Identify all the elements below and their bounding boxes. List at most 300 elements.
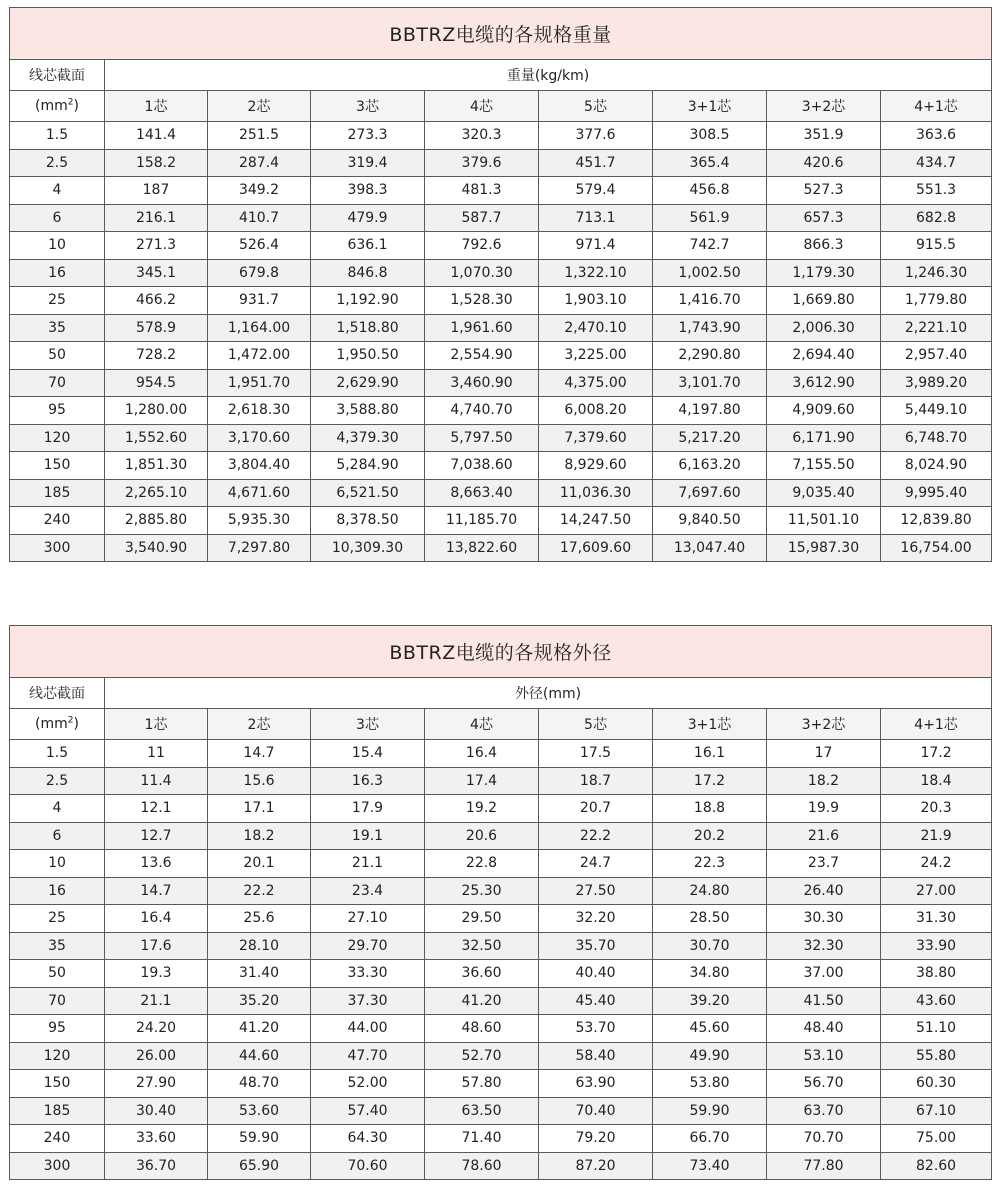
table-row (10, 960, 992, 988)
unit-header (10, 91, 105, 122)
value-cell: 2,957.40 (881, 342, 992, 370)
value-cell: 1,743.90 (653, 314, 767, 342)
value-cell: 2,221.10 (881, 314, 992, 342)
value-cell: 3,804.40 (208, 452, 311, 480)
value-cell: 21.1 (105, 987, 208, 1015)
table-row (10, 287, 992, 315)
value-cell: 24.80 (653, 877, 767, 905)
unit-header (10, 709, 105, 740)
value-cell: 410.7 (208, 204, 311, 232)
table-row (10, 767, 992, 795)
value-cell: 30.70 (653, 932, 767, 960)
section-size-cell: 16 (10, 877, 105, 905)
value-cell: 63.50 (425, 1097, 539, 1125)
value-cell: 971.4 (539, 232, 653, 260)
value-cell: 5,284.90 (311, 452, 425, 480)
value-cell: 1,903.10 (539, 287, 653, 315)
value-cell: 251.5 (208, 122, 311, 150)
value-cell: 481.3 (425, 177, 539, 205)
column-header: 3芯 (311, 91, 425, 122)
value-cell: 33.90 (881, 932, 992, 960)
value-cell: 1,164.00 (208, 314, 311, 342)
table-row (10, 479, 992, 507)
section-size-cell: 1.5 (10, 740, 105, 768)
value-cell: 456.8 (653, 177, 767, 205)
value-cell: 16.4 (105, 905, 208, 933)
value-cell: 66.70 (653, 1125, 767, 1153)
value-cell: 420.6 (767, 149, 881, 177)
value-cell: 70.40 (539, 1097, 653, 1125)
value-cell: 25.6 (208, 905, 311, 933)
table-row (10, 905, 992, 933)
value-cell: 3,588.80 (311, 397, 425, 425)
unit-suffix: ) (73, 98, 79, 114)
table-row (10, 932, 992, 960)
value-cell: 33.60 (105, 1125, 208, 1153)
value-cell: 578.9 (105, 314, 208, 342)
column-header: 4+1芯 (881, 91, 992, 122)
table-row (10, 1042, 992, 1070)
value-cell: 11,501.10 (767, 507, 881, 535)
value-cell: 28.10 (208, 932, 311, 960)
value-cell: 41.50 (767, 987, 881, 1015)
value-cell: 551.3 (881, 177, 992, 205)
value-cell: 1,950.50 (311, 342, 425, 370)
weight-table (9, 7, 992, 562)
value-cell: 6,008.20 (539, 397, 653, 425)
value-cell: 1,246.30 (881, 259, 992, 287)
value-cell: 55.80 (881, 1042, 992, 1070)
section-size-cell: 2.5 (10, 767, 105, 795)
section-size-cell: 25 (10, 905, 105, 933)
value-cell: 4,740.70 (425, 397, 539, 425)
value-cell: 527.3 (767, 177, 881, 205)
value-cell: 12,839.80 (881, 507, 992, 535)
unit-superscript: 2 (67, 97, 74, 108)
value-cell: 713.1 (539, 204, 653, 232)
value-cell: 11,036.30 (539, 479, 653, 507)
value-cell: 29.70 (311, 932, 425, 960)
value-cell: 53.10 (767, 1042, 881, 1070)
value-cell: 21.9 (881, 822, 992, 850)
value-cell: 5,797.50 (425, 424, 539, 452)
value-cell: 27.00 (881, 877, 992, 905)
value-cell: 2,006.30 (767, 314, 881, 342)
value-cell: 52.00 (311, 1070, 425, 1098)
table-row (10, 740, 992, 768)
column-header: 4+1芯 (881, 709, 992, 740)
section-size-cell: 50 (10, 960, 105, 988)
value-cell: 1,002.50 (653, 259, 767, 287)
value-cell: 14.7 (208, 740, 311, 768)
value-cell: 45.40 (539, 987, 653, 1015)
group-header: 外径(mm) (105, 678, 992, 709)
value-cell: 287.4 (208, 149, 311, 177)
value-cell: 52.70 (425, 1042, 539, 1070)
section-size-cell: 120 (10, 424, 105, 452)
value-cell: 466.2 (105, 287, 208, 315)
value-cell: 45.60 (653, 1015, 767, 1043)
value-cell: 17.2 (653, 767, 767, 795)
value-cell: 351.9 (767, 122, 881, 150)
value-cell: 14,247.50 (539, 507, 653, 535)
value-cell: 16,754.00 (881, 534, 992, 562)
value-cell: 5,449.10 (881, 397, 992, 425)
section-size-cell: 4 (10, 795, 105, 823)
unit-suffix: ) (73, 716, 79, 732)
value-cell: 7,697.60 (653, 479, 767, 507)
table-row (10, 122, 992, 150)
value-cell: 17.1 (208, 795, 311, 823)
section-size-cell: 6 (10, 204, 105, 232)
value-cell: 4,671.60 (208, 479, 311, 507)
value-cell: 451.7 (539, 149, 653, 177)
value-cell: 3,989.20 (881, 369, 992, 397)
value-cell: 27.10 (311, 905, 425, 933)
value-cell: 43.60 (881, 987, 992, 1015)
value-cell: 17.6 (105, 932, 208, 960)
column-header: 4芯 (425, 91, 539, 122)
value-cell: 4,909.60 (767, 397, 881, 425)
value-cell: 29.50 (425, 905, 539, 933)
value-cell: 1,518.80 (311, 314, 425, 342)
value-cell: 1,528.30 (425, 287, 539, 315)
value-cell: 6,521.50 (311, 479, 425, 507)
table-row (10, 177, 992, 205)
value-cell: 4,375.00 (539, 369, 653, 397)
value-cell: 1,179.30 (767, 259, 881, 287)
table-row (10, 342, 992, 370)
value-cell: 18.2 (208, 822, 311, 850)
value-cell: 47.70 (311, 1042, 425, 1070)
value-cell: 26.00 (105, 1042, 208, 1070)
value-cell: 3,460.90 (425, 369, 539, 397)
section-size-cell: 120 (10, 1042, 105, 1070)
value-cell: 67.10 (881, 1097, 992, 1125)
value-cell: 2,470.10 (539, 314, 653, 342)
column-header: 3+1芯 (653, 91, 767, 122)
value-cell: 56.70 (767, 1070, 881, 1098)
value-cell: 23.7 (767, 850, 881, 878)
value-cell: 19.3 (105, 960, 208, 988)
value-cell: 79.20 (539, 1125, 653, 1153)
value-cell: 22.2 (539, 822, 653, 850)
value-cell: 158.2 (105, 149, 208, 177)
value-cell: 1,552.60 (105, 424, 208, 452)
section-size-cell: 150 (10, 1070, 105, 1098)
value-cell: 21.1 (311, 850, 425, 878)
value-cell: 34.80 (653, 960, 767, 988)
value-cell: 1,416.70 (653, 287, 767, 315)
value-cell: 20.6 (425, 822, 539, 850)
value-cell: 8,024.90 (881, 452, 992, 480)
value-cell: 1,779.80 (881, 287, 992, 315)
section-size-cell: 25 (10, 287, 105, 315)
value-cell: 14.7 (105, 877, 208, 905)
section-size-cell: 70 (10, 369, 105, 397)
value-cell: 679.8 (208, 259, 311, 287)
value-cell: 187 (105, 177, 208, 205)
value-cell: 44.00 (311, 1015, 425, 1043)
value-cell: 36.60 (425, 960, 539, 988)
value-cell: 31.40 (208, 960, 311, 988)
value-cell: 1,192.90 (311, 287, 425, 315)
value-cell: 3,225.00 (539, 342, 653, 370)
section-size-cell: 240 (10, 507, 105, 535)
value-cell: 37.00 (767, 960, 881, 988)
value-cell: 22.8 (425, 850, 539, 878)
value-cell: 49.90 (653, 1042, 767, 1070)
value-cell: 587.7 (425, 204, 539, 232)
column-header: 1芯 (105, 91, 208, 122)
section-size-cell: 70 (10, 987, 105, 1015)
value-cell: 16.4 (425, 740, 539, 768)
value-cell: 3,612.90 (767, 369, 881, 397)
value-cell: 37.30 (311, 987, 425, 1015)
value-cell: 32.20 (539, 905, 653, 933)
value-cell: 1,070.30 (425, 259, 539, 287)
value-cell: 12.1 (105, 795, 208, 823)
value-cell: 15.6 (208, 767, 311, 795)
table-row (10, 369, 992, 397)
section-size-cell: 35 (10, 314, 105, 342)
value-cell: 39.20 (653, 987, 767, 1015)
column-header: 3+2芯 (767, 91, 881, 122)
value-cell: 5,935.30 (208, 507, 311, 535)
value-cell: 33.30 (311, 960, 425, 988)
table-row (10, 424, 992, 452)
value-cell: 51.10 (881, 1015, 992, 1043)
table-row (10, 987, 992, 1015)
table-title: BBTRZ电缆的各规格外径 (10, 626, 992, 678)
section-size-cell: 300 (10, 534, 105, 562)
value-cell: 65.90 (208, 1152, 311, 1180)
table-row (10, 1097, 992, 1125)
value-cell: 16.3 (311, 767, 425, 795)
value-cell: 40.40 (539, 960, 653, 988)
value-cell: 2,629.90 (311, 369, 425, 397)
value-cell: 349.2 (208, 177, 311, 205)
value-cell: 71.40 (425, 1125, 539, 1153)
table-row (10, 314, 992, 342)
value-cell: 78.60 (425, 1152, 539, 1180)
value-cell: 13,047.40 (653, 534, 767, 562)
table-title: BBTRZ电缆的各规格重量 (10, 8, 992, 60)
value-cell: 742.7 (653, 232, 767, 260)
diameter-table (9, 625, 992, 1180)
value-cell: 48.60 (425, 1015, 539, 1043)
column-header: 2芯 (208, 91, 311, 122)
diameter-table-container (9, 625, 991, 1180)
value-cell: 13.6 (105, 850, 208, 878)
value-cell: 30.30 (767, 905, 881, 933)
value-cell: 27.90 (105, 1070, 208, 1098)
value-cell: 63.70 (767, 1097, 881, 1125)
value-cell: 7,297.80 (208, 534, 311, 562)
column-header: 3+2芯 (767, 709, 881, 740)
value-cell: 2,885.80 (105, 507, 208, 535)
value-cell: 28.50 (653, 905, 767, 933)
value-cell: 434.7 (881, 149, 992, 177)
value-cell: 4,197.80 (653, 397, 767, 425)
value-cell: 59.90 (653, 1097, 767, 1125)
value-cell: 30.40 (105, 1097, 208, 1125)
value-cell: 792.6 (425, 232, 539, 260)
column-header: 2芯 (208, 709, 311, 740)
value-cell: 526.4 (208, 232, 311, 260)
value-cell: 64.30 (311, 1125, 425, 1153)
value-cell: 18.7 (539, 767, 653, 795)
value-cell: 561.9 (653, 204, 767, 232)
unit-prefix: (mm (35, 716, 68, 732)
value-cell: 954.5 (105, 369, 208, 397)
column-header: 1芯 (105, 709, 208, 740)
table-row (10, 795, 992, 823)
column-header: 3+1芯 (653, 709, 767, 740)
value-cell: 15,987.30 (767, 534, 881, 562)
value-cell: 22.2 (208, 877, 311, 905)
table-row (10, 507, 992, 535)
value-cell: 19.2 (425, 795, 539, 823)
value-cell: 22.3 (653, 850, 767, 878)
value-cell: 70.60 (311, 1152, 425, 1180)
table-row (10, 232, 992, 260)
value-cell: 6,171.90 (767, 424, 881, 452)
section-size-cell: 1.5 (10, 122, 105, 150)
table-row (10, 1015, 992, 1043)
value-cell: 365.4 (653, 149, 767, 177)
table-row (10, 1070, 992, 1098)
value-cell: 44.60 (208, 1042, 311, 1070)
value-cell: 5,217.20 (653, 424, 767, 452)
value-cell: 11,185.70 (425, 507, 539, 535)
value-cell: 9,035.40 (767, 479, 881, 507)
section-size-cell: 185 (10, 1097, 105, 1125)
value-cell: 87.20 (539, 1152, 653, 1180)
table-row (10, 397, 992, 425)
value-cell: 13,822.60 (425, 534, 539, 562)
value-cell: 363.6 (881, 122, 992, 150)
section-size-cell: 50 (10, 342, 105, 370)
value-cell: 7,155.50 (767, 452, 881, 480)
value-cell: 73.40 (653, 1152, 767, 1180)
value-cell: 8,929.60 (539, 452, 653, 480)
value-cell: 48.40 (767, 1015, 881, 1043)
value-cell: 7,038.60 (425, 452, 539, 480)
value-cell: 20.2 (653, 822, 767, 850)
value-cell: 3,170.60 (208, 424, 311, 452)
section-size-cell: 10 (10, 232, 105, 260)
value-cell: 17.9 (311, 795, 425, 823)
value-cell: 636.1 (311, 232, 425, 260)
value-cell: 21.6 (767, 822, 881, 850)
section-size-cell: 6 (10, 822, 105, 850)
value-cell: 728.2 (105, 342, 208, 370)
value-cell: 377.6 (539, 122, 653, 150)
value-cell: 17,609.60 (539, 534, 653, 562)
unit-superscript: 2 (67, 715, 74, 726)
value-cell: 11 (105, 740, 208, 768)
value-cell: 18.8 (653, 795, 767, 823)
value-cell: 24.20 (105, 1015, 208, 1043)
section-size-cell: 150 (10, 452, 105, 480)
value-cell: 657.3 (767, 204, 881, 232)
value-cell: 141.4 (105, 122, 208, 150)
value-cell: 9,995.40 (881, 479, 992, 507)
value-cell: 4,379.30 (311, 424, 425, 452)
value-cell: 9,840.50 (653, 507, 767, 535)
table-row (10, 534, 992, 562)
value-cell: 2,618.30 (208, 397, 311, 425)
value-cell: 846.8 (311, 259, 425, 287)
section-size-cell: 185 (10, 479, 105, 507)
value-cell: 17.5 (539, 740, 653, 768)
value-cell: 18.4 (881, 767, 992, 795)
value-cell: 31.30 (881, 905, 992, 933)
value-cell: 70.70 (767, 1125, 881, 1153)
value-cell: 59.90 (208, 1125, 311, 1153)
value-cell: 15.4 (311, 740, 425, 768)
column-header: 4芯 (425, 709, 539, 740)
value-cell: 1,280.00 (105, 397, 208, 425)
section-size-cell: 4 (10, 177, 105, 205)
value-cell: 57.40 (311, 1097, 425, 1125)
weight-table-container (9, 7, 991, 562)
value-cell: 17 (767, 740, 881, 768)
column-header: 5芯 (539, 709, 653, 740)
value-cell: 26.40 (767, 877, 881, 905)
section-size-cell: 95 (10, 397, 105, 425)
table-row (10, 452, 992, 480)
table-row (10, 1125, 992, 1153)
section-header: 线芯截面 (10, 678, 105, 709)
value-cell: 18.2 (767, 767, 881, 795)
value-cell: 38.80 (881, 960, 992, 988)
value-cell: 6,163.20 (653, 452, 767, 480)
value-cell: 53.80 (653, 1070, 767, 1098)
value-cell: 3,540.90 (105, 534, 208, 562)
value-cell: 36.70 (105, 1152, 208, 1180)
table-row (10, 877, 992, 905)
value-cell: 398.3 (311, 177, 425, 205)
value-cell: 60.30 (881, 1070, 992, 1098)
value-cell: 24.2 (881, 850, 992, 878)
section-size-cell: 10 (10, 850, 105, 878)
value-cell: 19.9 (767, 795, 881, 823)
value-cell: 53.70 (539, 1015, 653, 1043)
value-cell: 319.4 (311, 149, 425, 177)
column-header: 3芯 (311, 709, 425, 740)
value-cell: 682.8 (881, 204, 992, 232)
value-cell: 20.3 (881, 795, 992, 823)
value-cell: 2,694.40 (767, 342, 881, 370)
value-cell: 35.70 (539, 932, 653, 960)
value-cell: 41.20 (208, 1015, 311, 1043)
value-cell: 1,951.70 (208, 369, 311, 397)
value-cell: 32.30 (767, 932, 881, 960)
value-cell: 1,851.30 (105, 452, 208, 480)
value-cell: 931.7 (208, 287, 311, 315)
value-cell: 25.30 (425, 877, 539, 905)
value-cell: 1,961.60 (425, 314, 539, 342)
table-row (10, 259, 992, 287)
value-cell: 6,748.70 (881, 424, 992, 452)
section-size-cell: 2.5 (10, 149, 105, 177)
value-cell: 24.7 (539, 850, 653, 878)
table-row (10, 850, 992, 878)
unit-prefix: (mm (35, 98, 68, 114)
value-cell: 16.1 (653, 740, 767, 768)
